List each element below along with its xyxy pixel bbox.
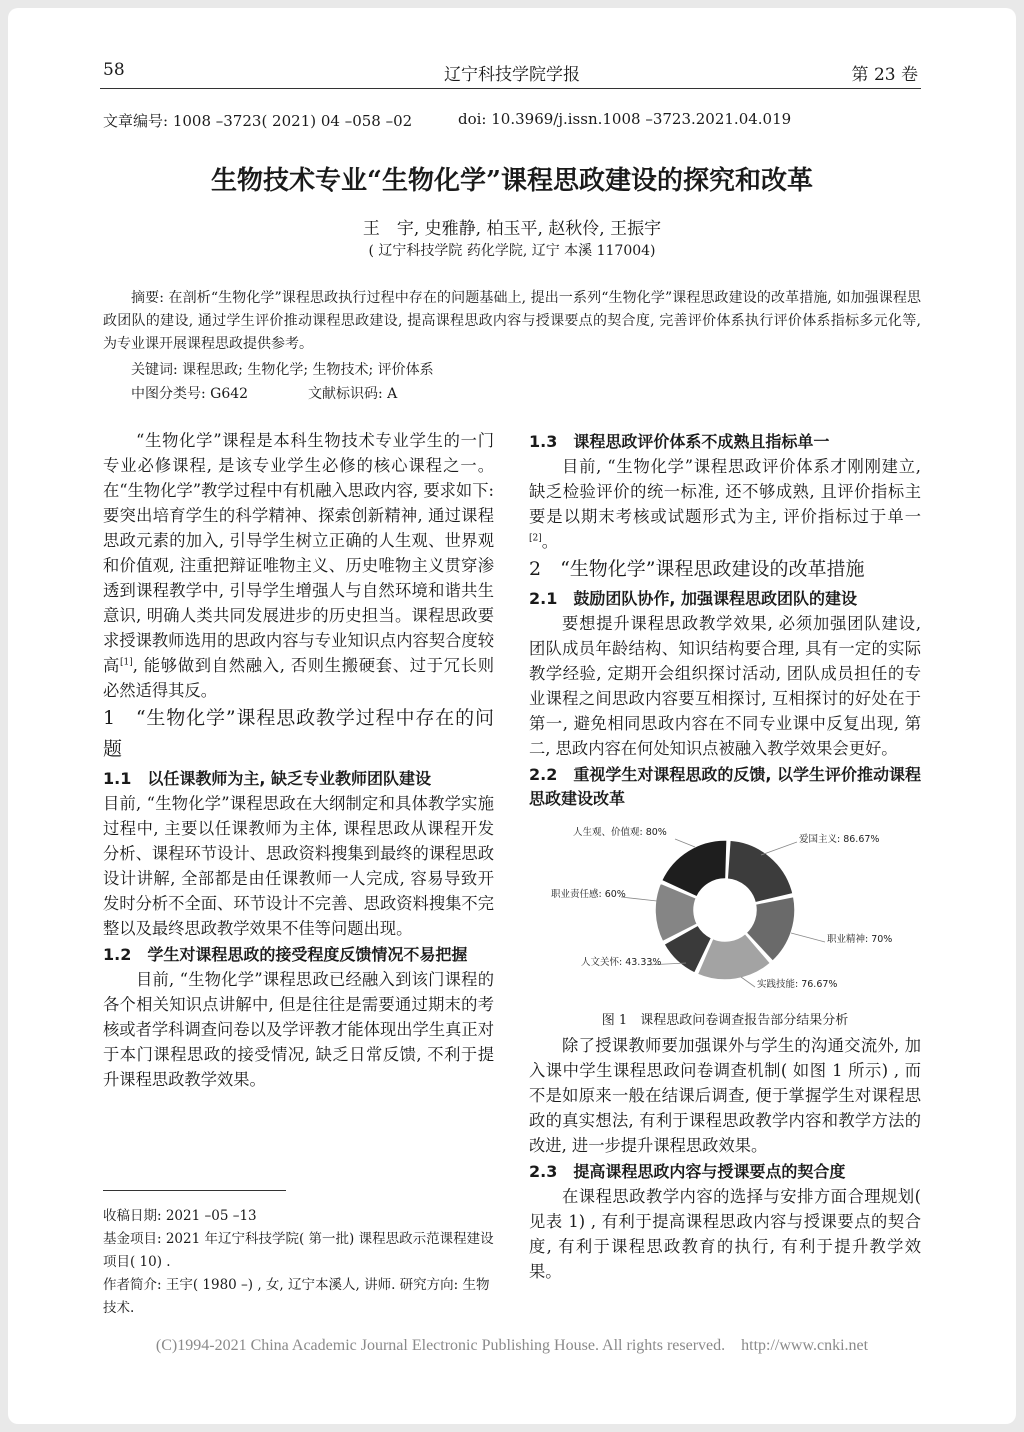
leader-line [741, 977, 755, 987]
slice-label: 实践技能: 76.67% [757, 979, 838, 990]
article-number: 文章编号: 1008 –3723( 2021) 04 –058 –02 [103, 112, 413, 130]
document-code: 文献标识码: A [308, 386, 398, 402]
citation-ref: [2] [529, 533, 542, 544]
leader-line [761, 842, 797, 855]
leader-line [621, 897, 657, 901]
section-heading-1-1: 1.1 以任课教师为主, 缺乏专业教师团队建设 [103, 769, 431, 788]
paragraph-2-2: 除了授课教师要加强课外与学生的沟通交流外, 加入课中学生课程思政问卷调查机制( 如图 1 所示) , 而不是如原来一般在结课后调查, 便于掌握学生对课程思政的真实想法, 有利于课程思政教学内容和教学方法的改进, 进一步提升课程思政效果。 [529, 1036, 921, 1155]
footnotes [103, 1205, 494, 1320]
donut-slice [727, 840, 793, 903]
donut-chart [529, 815, 921, 1005]
abstract: 摘要: 在剖析“生物化学”课程思政执行过程中存在的问题基础上, 提出一系列“生物化学”课程思政建设的改革措施, 如加强课程思政团队的建设, 通过学生评价推动课程思政建设, 提高课程思政内容与授课要点的契合度, 完善评价体系执行评价体系指标多元化等, 为专业课开展课程思政提供参考。 [103, 290, 921, 352]
paragraph-1-2: 目前, “生物化学”课程思政已经融入到该门课程的各个相关知识点讲解中, 但是往往是需要通过期末的考核或者学科调查问卷以及学评教才能体现出学生真正对于本门课程思政的接受情况, 缺乏日常反馈, 不利于提升课程思政教学效果。 [103, 970, 494, 1089]
section-heading-2-1: 2.1 鼓励团队协作, 加强课程思政团队的建设 [529, 589, 857, 608]
right-column [529, 428, 921, 1284]
slice-label: 职业责任感: 60% [551, 889, 626, 900]
authors: 王 宇, 史雅静, 柏玉平, 赵秋伶, 王振宇 [362, 219, 662, 239]
footnote-author: 作者简介: 王宇( 1980 –) , 女, 辽宁本溪人, 讲师. 研究方向: 生物技术. [103, 1277, 490, 1316]
clc-number: 中图分类号: G642 [131, 386, 249, 402]
leader-line [675, 839, 695, 847]
section-heading-1-2: 1.2 学生对课程思政的接受程度反馈情况不易把握 [103, 945, 468, 964]
doi: doi: 10.3969/j.issn.1008 –3723.2021.04.019 [458, 110, 792, 128]
slice-label: 职业精神: 70% [827, 934, 893, 945]
section-heading-1-3: 1.3 课程思政评价体系不成熟且指标单一 [529, 432, 830, 451]
section-heading-1: 1 “生物化学”课程思政教学过程中存在的问题 [103, 707, 494, 760]
paragraph-2-1: 要想提升课程思政教学效果, 必须加强团队建设, 团队成员年龄结构、知识结构要合理, 具有一定的实际教学经验, 定期开会组织探讨活动, 团队成员担任的专业课程之间思政内容要互相探讨, 互相探讨的好处在于第一, 避免相同思政内容在不同专业课中反复出现, 第二, 思政内容在何处知识点被融入教学效果会更好。 [529, 614, 921, 758]
figure-caption: 图 1 课程思政问卷调查报告部分结果分析 [601, 1013, 849, 1028]
paragraph-1-3: 目前, “生物化学”课程思政评价体系才刚刚建立, 缺乏检验评价的统一标准, 还不够成熟, 且评价指标主要是以期末考核或试题形式为主, 评价指标过于单一[2]。 [529, 457, 921, 551]
volume-label: 第 23 卷 [851, 65, 918, 85]
keywords: 关键词: 课程思政; 生物化学; 生物技术; 评价体系 [131, 362, 434, 378]
slice-label: 爱国主义: 86.67% [799, 834, 880, 845]
footnote-fund: 基金项目: 2021 年辽宁科技学院( 第一批) 课程思政示范课程建设项目( 10) . [103, 1231, 494, 1270]
slice-label: 人生观、价值观: 80% [573, 827, 667, 838]
slice-label: 人文关怀: 43.33% [581, 957, 662, 968]
section-heading-2-2: 2.2 重视学生对课程思政的反馈, 以学生评价推动课程思政建设改革 [529, 765, 921, 808]
leader-line [791, 933, 825, 942]
donut-chart-svg [529, 815, 921, 1005]
footnote-received: 收稿日期: 2021 –05 –13 [103, 1208, 257, 1224]
page-number: 58 [103, 60, 125, 80]
citation-ref: [1] [120, 657, 133, 668]
section-heading-2: 2 “生物化学”课程思政建设的改革措施 [529, 558, 865, 580]
paragraph-1-1: 目前, “生物化学”课程思政在大纲制定和具体教学实施过程中, 主要以任课教师为主体, 课程思政从课程开发分析、课程环节设计、思政资料搜集到最终的课程思政设计讲解, 全部都是由任课教师一人完成, 容易导致开发时分析不全面、环节设计不完善、思政资料搜集不完整以及最终思政教学效果不佳等问题出现。 [103, 794, 494, 938]
affiliation: ( 辽宁科技学院 药化学院, 辽宁 本溪 117004) [368, 243, 656, 259]
paper-title: 生物技术专业“生物化学”课程思政建设的探究和改革 [211, 166, 813, 196]
paragraph-2-3: 在课程思政教学内容的选择与安排方面合理规划( 见表 1) , 有利于提高课程思政内容与授课要点的契合度, 有利于课程思政教育的执行, 有利于提升教学效果。 [529, 1187, 921, 1281]
left-column [103, 428, 494, 1092]
journal-name: 辽宁科技学院学报 [444, 65, 580, 85]
intro-paragraph: “生物化学”课程是本科生物技术专业学生的一门专业必修课程, 是该专业学生必修的核心课程之一。在“生物化学”教学过程中有机融入思政内容, 要求如下: 要突出培育学生的科学精神、探索创新精神, 通过课程思政元素的加入, 引导学生树立正确的人生观、世界观和价值观, 注重把辩证唯物主义、历史唯物主义贯穿渗透到课程教学中, 引导学生增强人与自然环境和谐共生意识, 明确人类共同发展进步的历史担当。课程思政要求授课教师选用的思政内容与专业知识点内容契合度较高[1], 能够做到自然融入, 否则生搬硬套、过于冗长则必然适得其反。 [103, 431, 494, 700]
footnote-rule [103, 1190, 286, 1191]
copyright-notice: (C)1994-2021 China Academic Journal Electronic Publishing House. All rights reserved. http://www.cnki.net [155, 1337, 869, 1354]
section-heading-2-3: 2.3 提高课程思政内容与授课要点的契合度 [529, 1162, 846, 1181]
header-rule [100, 88, 921, 89]
